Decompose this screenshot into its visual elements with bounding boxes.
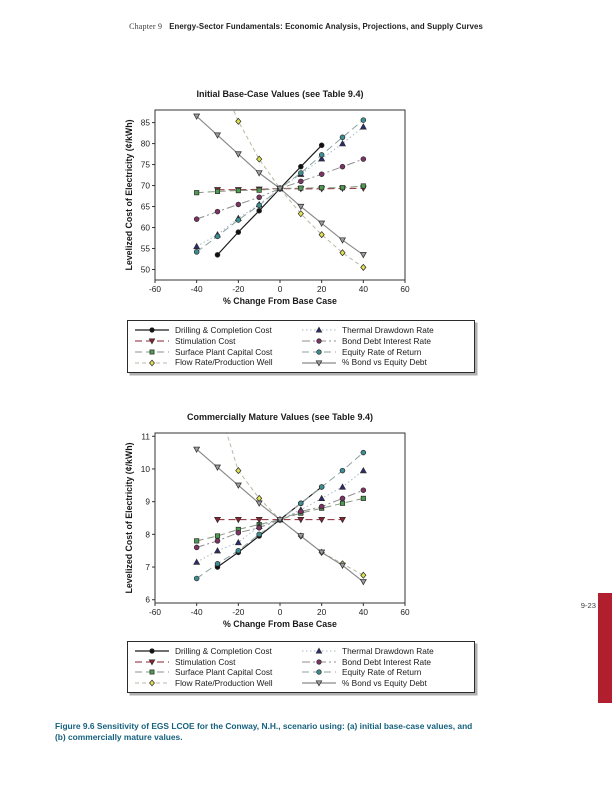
tri-up-marker: [340, 141, 346, 146]
legend-item-label: Surface Plant Capital Cost: [175, 667, 273, 678]
legend-sample: [301, 336, 337, 346]
circle-marker: [317, 339, 322, 344]
square-marker: [299, 186, 303, 190]
legend-commercially-mature: [127, 641, 475, 693]
circle-marker: [150, 328, 155, 333]
circle-marker: [215, 209, 220, 214]
legend-item: [301, 336, 468, 347]
legend-item: [301, 347, 468, 358]
legend-sample: [301, 358, 337, 368]
x-tick-label: -60: [149, 284, 161, 294]
tri-up-marker: [340, 484, 346, 489]
circle-marker: [236, 202, 241, 207]
x-tick-label: -20: [232, 284, 245, 294]
y-tick-label: 65: [140, 201, 150, 212]
y-axis-label: Levelized Cost of Electricity (¢/kWh): [124, 442, 134, 594]
axis-ticks: [141, 431, 410, 617]
legend-item-label: Stimulation Cost: [175, 335, 236, 346]
y-tick-label: 6: [145, 594, 150, 605]
circle-marker: [257, 208, 262, 213]
series-lines: [197, 417, 364, 582]
circle-marker: [194, 545, 199, 550]
circle-marker: [340, 164, 345, 169]
circle-marker: [257, 525, 262, 530]
circle-marker: [215, 252, 220, 257]
x-tick-label: 60: [400, 607, 410, 617]
figure-caption-line2: (b) commercially mature values.: [55, 732, 183, 743]
circle-marker: [194, 217, 199, 222]
square-marker: [215, 189, 219, 193]
y-tick-label: 55: [140, 243, 150, 254]
circle-marker: [298, 171, 303, 176]
legend-sample: [134, 657, 170, 667]
chart-commercially-mature: [123, 407, 443, 633]
circle-marker: [194, 576, 199, 581]
diamond-marker: [361, 264, 366, 270]
x-axis-label: % Change From Base Case: [223, 619, 337, 629]
circle-marker: [298, 179, 303, 184]
circle-marker: [194, 249, 199, 254]
tri-up-marker: [360, 124, 366, 129]
square-marker: [340, 501, 344, 505]
tri-up-marker: [194, 244, 200, 249]
legend-item: [134, 646, 301, 657]
legend-item: [134, 357, 301, 368]
x-tick-label: -40: [190, 284, 203, 294]
y-tick-label: 85: [140, 117, 150, 128]
series-line: [218, 145, 322, 255]
diamond-marker: [236, 118, 241, 124]
legend-sample: [301, 667, 337, 677]
x-tick-label: -40: [190, 607, 203, 617]
circle-marker: [361, 450, 366, 455]
circle-marker: [215, 538, 220, 543]
diamond-marker: [361, 572, 366, 578]
legend-item-label: Flow Rate/Production Well: [175, 357, 273, 368]
circle-marker: [319, 504, 324, 509]
legend-sample: [134, 347, 170, 357]
legend-sample: [134, 325, 170, 335]
square-marker: [361, 184, 365, 188]
y-tick-label: 7: [145, 562, 150, 573]
legend-item-label: Drilling & Completion Cost: [175, 646, 272, 657]
y-tick-label: 50: [140, 264, 150, 275]
legend-item-label: Equity Rate of Return: [342, 346, 422, 357]
axis-ticks: [141, 118, 410, 294]
running-head-title: Energy-Sector Fundamentals: Economic Analysis, Projections, and Supply Curves: [169, 22, 483, 31]
x-tick-label: 40: [358, 284, 368, 294]
chapter-label: Chapter 9: [129, 22, 163, 31]
square-marker: [215, 534, 219, 538]
y-tick-label: 75: [140, 159, 150, 170]
legend-sample: [301, 325, 337, 335]
circle-marker: [236, 530, 241, 535]
tri-up-marker: [319, 495, 325, 500]
chart-title: Initial Base-Case Values (see Table 9.4): [196, 89, 364, 99]
legend-sample: [134, 678, 170, 688]
diamond-marker: [150, 680, 155, 686]
y-tick-label: 70: [140, 180, 150, 191]
legend-item-label: Flow Rate/Production Well: [175, 677, 273, 688]
legend-item-label: Stimulation Cost: [175, 656, 236, 667]
legend-item: [134, 336, 301, 347]
square-marker: [257, 188, 261, 192]
legend-sample: [134, 646, 170, 656]
circle-marker: [340, 496, 345, 501]
circle-marker: [236, 230, 241, 235]
legend-item: [301, 357, 468, 368]
legend-item: [134, 657, 301, 668]
chart-initial-base-case: [123, 84, 443, 310]
x-tick-label: 0: [277, 284, 283, 294]
legend-sample: [134, 336, 170, 346]
legend-sample: [301, 347, 337, 357]
circle-marker: [215, 561, 220, 566]
square-marker: [194, 539, 198, 543]
circle-marker: [298, 509, 303, 514]
x-tick-label: 60: [400, 284, 410, 294]
square-marker: [150, 350, 154, 354]
circle-marker: [317, 659, 322, 664]
tri-up-marker: [316, 328, 322, 333]
legend-item-label: Thermal Drawdown Rate: [342, 646, 434, 657]
circle-marker: [257, 203, 262, 208]
legend-item-label: Thermal Drawdown Rate: [342, 325, 434, 336]
chart-title: Commercially Mature Values (see Table 9.4): [187, 412, 373, 422]
legend-item: [301, 646, 468, 657]
y-axis-label: Levelized Cost of Electricity (¢/kWh): [124, 119, 134, 271]
legend-item: [134, 667, 301, 678]
y-tick-label: 11: [141, 431, 150, 442]
circle-marker: [257, 195, 262, 200]
legend-item: [134, 325, 301, 336]
plot-border: [155, 110, 405, 280]
legend-item: [301, 325, 468, 336]
tri-up-marker: [360, 468, 366, 473]
legend-sample: [134, 667, 170, 677]
legend-item-label: Bond Debt Interest Rate: [342, 335, 432, 346]
square-marker: [194, 190, 198, 194]
x-axis-label: % Change From Base Case: [223, 296, 337, 306]
legend-sample: [134, 358, 170, 368]
legend-sample: [301, 678, 337, 688]
legend-item-label: Drilling & Completion Cost: [175, 325, 272, 336]
x-tick-label: 20: [317, 284, 327, 294]
circle-marker: [317, 350, 322, 355]
legend-item-label: Bond Debt Interest Rate: [342, 656, 432, 667]
circle-marker: [150, 649, 155, 654]
square-marker: [361, 496, 365, 500]
circle-marker: [215, 234, 220, 239]
square-marker: [340, 185, 344, 189]
tri-down-marker: [360, 579, 366, 584]
y-tick-label: 80: [140, 138, 150, 149]
figure-caption: [55, 721, 575, 744]
legend-item: [301, 667, 468, 678]
series-markers: [194, 447, 366, 585]
y-tick-label: 8: [145, 529, 150, 540]
square-marker: [319, 185, 323, 189]
legend-item-label: Surface Plant Capital Cost: [175, 346, 273, 357]
legend-sample: [301, 646, 337, 656]
circle-marker: [319, 153, 324, 158]
circle-marker: [236, 548, 241, 553]
figure-caption-line1: Figure 9.6 Sensitivity of EGS LCOE for the Conway, N.H., scenario using: (a) initial base-case values, and: [55, 721, 473, 731]
legend-item: [134, 678, 301, 689]
tri-up-marker: [194, 559, 200, 564]
tri-up-marker: [316, 648, 322, 653]
y-tick-label: 10: [140, 463, 150, 474]
page-number: 9-23: [580, 601, 596, 610]
red-edge-bar: [598, 593, 612, 703]
page-header: [0, 16, 612, 34]
tri-down-marker: [360, 253, 366, 258]
legend-item: [134, 347, 301, 358]
circle-marker: [257, 532, 262, 537]
legend-item-label: % Bond vs Equity Debt: [342, 677, 427, 688]
circle-marker: [361, 157, 366, 162]
y-tick-label: 60: [140, 222, 150, 233]
series-lines: [197, 72, 364, 267]
circle-marker: [340, 468, 345, 473]
square-marker: [150, 670, 154, 674]
tri-up-marker: [215, 548, 221, 553]
circle-marker: [236, 218, 241, 223]
square-marker: [236, 188, 240, 192]
legend-item: [301, 678, 468, 689]
circle-marker: [340, 135, 345, 140]
legend-item-label: % Bond vs Equity Debt: [342, 357, 427, 368]
diamond-marker: [150, 360, 155, 366]
legend-initial-base-case: [127, 320, 475, 373]
x-tick-label: -60: [149, 607, 161, 617]
y-tick-label: 9: [145, 496, 150, 507]
legend-item: [301, 657, 468, 668]
series-line: [197, 449, 364, 582]
circle-marker: [317, 670, 322, 675]
circle-marker: [298, 501, 303, 506]
x-tick-label: 20: [317, 607, 327, 617]
tri-down-marker: [340, 238, 346, 243]
legend-sample: [301, 657, 337, 667]
circle-marker: [298, 164, 303, 169]
x-tick-label: 40: [358, 607, 368, 617]
x-tick-label: 0: [277, 607, 283, 617]
circle-marker: [361, 488, 366, 493]
circle-marker: [319, 485, 324, 490]
circle-marker: [319, 143, 324, 148]
legend-item-label: Equity Rate of Return: [342, 667, 422, 678]
circle-marker: [319, 172, 324, 177]
circle-marker: [361, 118, 366, 123]
x-tick-label: -20: [232, 607, 245, 617]
